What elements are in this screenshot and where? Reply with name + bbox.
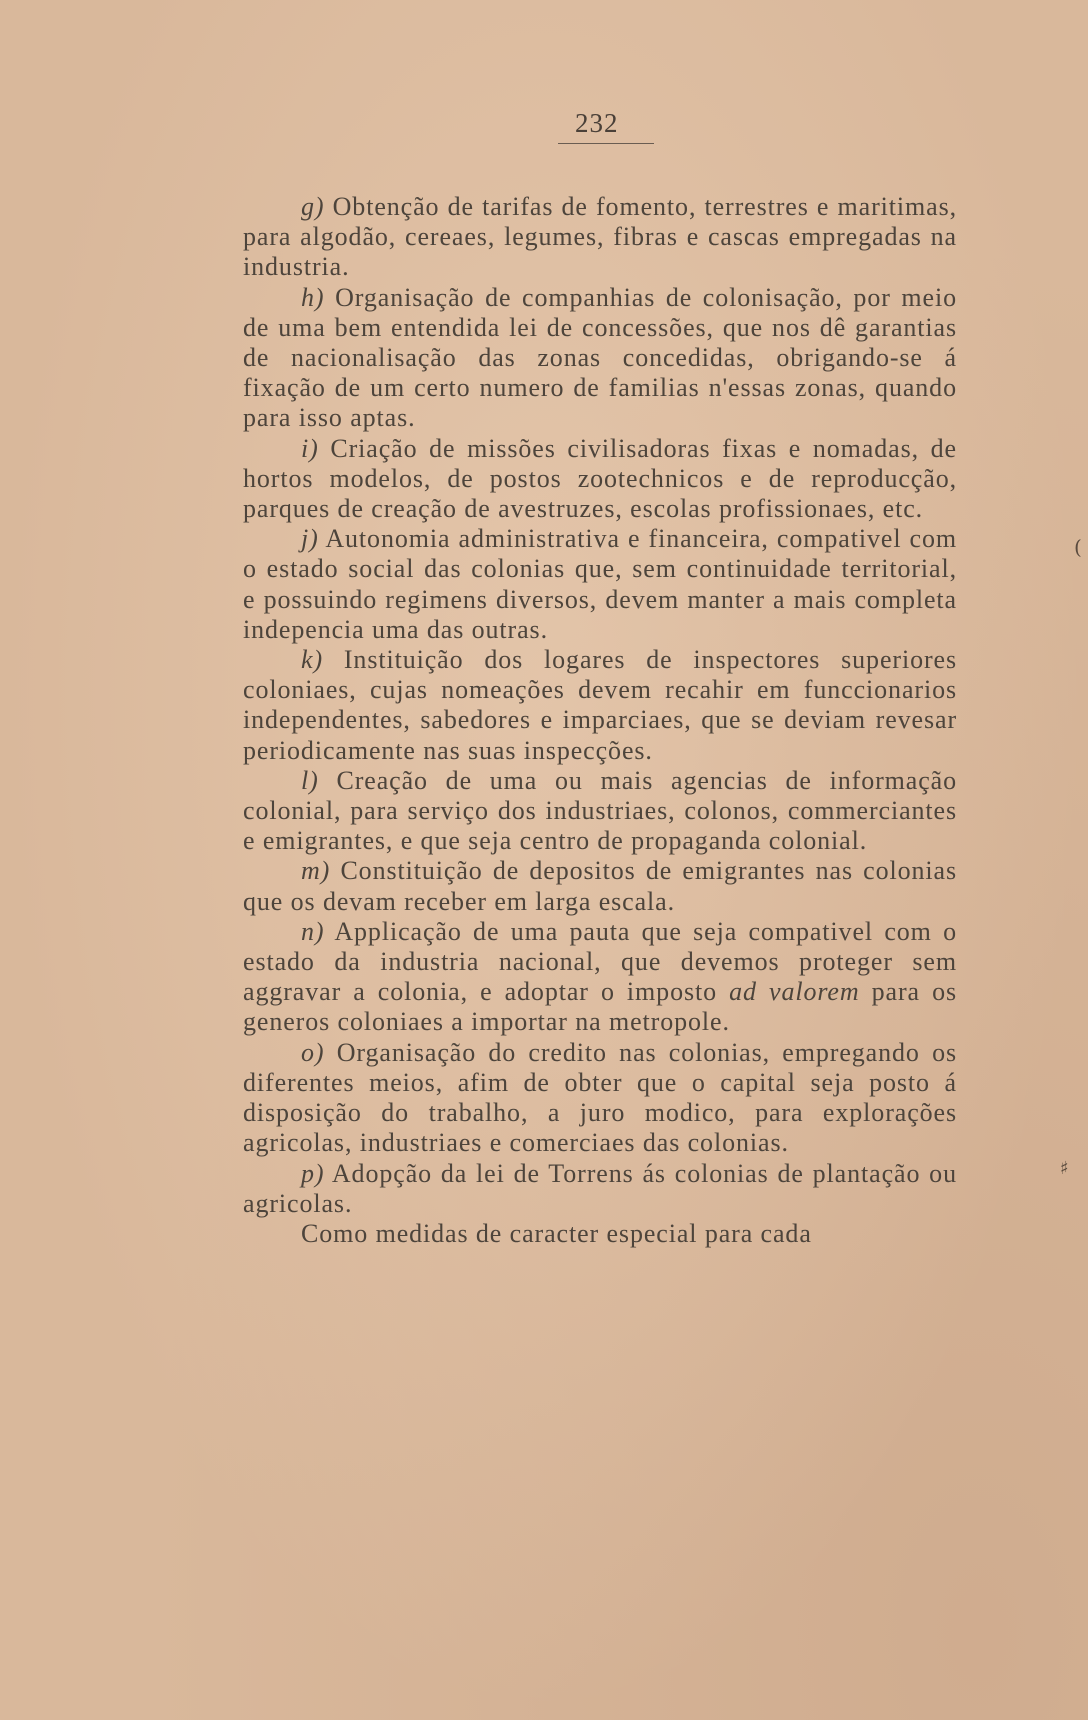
paragraph-text: Obtenção de tarifas de fomento, terrestres e maritimas, para algodão, cereaes, legumes, fibras e cascas empregadas na industria.: [243, 192, 957, 282]
margin-speck: ♯: [1060, 1158, 1069, 1179]
item-letter: g): [301, 192, 325, 221]
latin-phrase: ad valorem: [729, 977, 860, 1007]
paragraph-text: Organisação de companhias de colonisação, por meio de uma bem entendida lei de concessões, que nos dê garantias de nacionalisação das zonas concedidas, obrigando-se á fixação de um certo numero de familias n'essas zonas, quando para isso aptas.: [243, 282, 957, 433]
body-text: [243, 192, 957, 1249]
paragraph-text: Creação de uma ou mais agencias de informação colonial, para serviço dos industriaes, colonos, commerciantes e emigrantes, e que seja centro de propaganda colonial.: [243, 765, 957, 856]
item-letter: j): [301, 524, 319, 554]
paragraph-h: [243, 283, 957, 434]
paragraph-l: [243, 766, 957, 857]
paragraph-text: para os generos coloniaes a importar na metropole.: [243, 977, 957, 1037]
paragraph-o: [243, 1038, 957, 1159]
paragraph-text: Instituição dos logares de inspectores superiores coloniaes, cujas nomeações devem recahir em funccionarios independentes, sabedores e imparciaes, que se deviam revesar periodicamente nas suas inspecções.: [243, 645, 957, 765]
paragraph-text: Como medidas de caracter especial para cada: [301, 1218, 812, 1248]
page-number: 232: [575, 108, 619, 138]
item-letter: k): [301, 645, 323, 675]
item-letter: n): [301, 916, 325, 946]
paragraph-text: Applicação de uma pauta que seja compativel com o estado da industria nacional, que devemos proteger sem aggravar a colonia, e adoptar o imposto: [243, 916, 957, 1007]
paragraph-k: [243, 645, 957, 766]
item-letter: o): [301, 1037, 325, 1067]
paragraph-text: Autonomia administrativa e financeira, compativel com o estado social das colonias que, sem continuidade territorial, e possuindo regimens diversos, devem manter a mais completa indepencia uma das outras.: [243, 524, 958, 644]
page-number-rule: [558, 143, 654, 144]
paragraph-text: Organisação do credito nas colonias, empregando os diferentes meios, afim de obter que o capital seja posto á disposição do trabalho, a juro modico, para explorações agricolas, industriaes e comerciaes das colonias.: [243, 1037, 957, 1158]
item-letter: p): [301, 1158, 325, 1188]
paragraph-text: Adopção da lei de Torrens ás colonias de plantação ou agricolas.: [243, 1158, 957, 1218]
item-letter: h): [301, 282, 325, 312]
paragraph-g: [243, 192, 957, 283]
paragraph-p: [243, 1159, 957, 1219]
paragraph-n: [243, 917, 957, 1038]
paragraph-text: Criação de missões civilisadoras fixas e nomadas, de hortos modelos, de postos zootechnicos e de reproducção, parques de creação de avestruzes, escolas profissionaes, etc.: [243, 433, 957, 524]
paragraph-closing: [243, 1219, 957, 1249]
item-letter: i): [301, 433, 319, 463]
paragraph-text: Constituição de depositos de emigrantes nas colonias que os devam receber em larga escala.: [243, 856, 957, 916]
paragraph-i: [243, 434, 957, 525]
margin-speck: (: [1074, 535, 1082, 559]
item-letter: m): [301, 856, 331, 886]
paragraph-j: [243, 524, 957, 645]
item-letter: l): [301, 765, 319, 795]
paragraph-m: [243, 856, 957, 916]
